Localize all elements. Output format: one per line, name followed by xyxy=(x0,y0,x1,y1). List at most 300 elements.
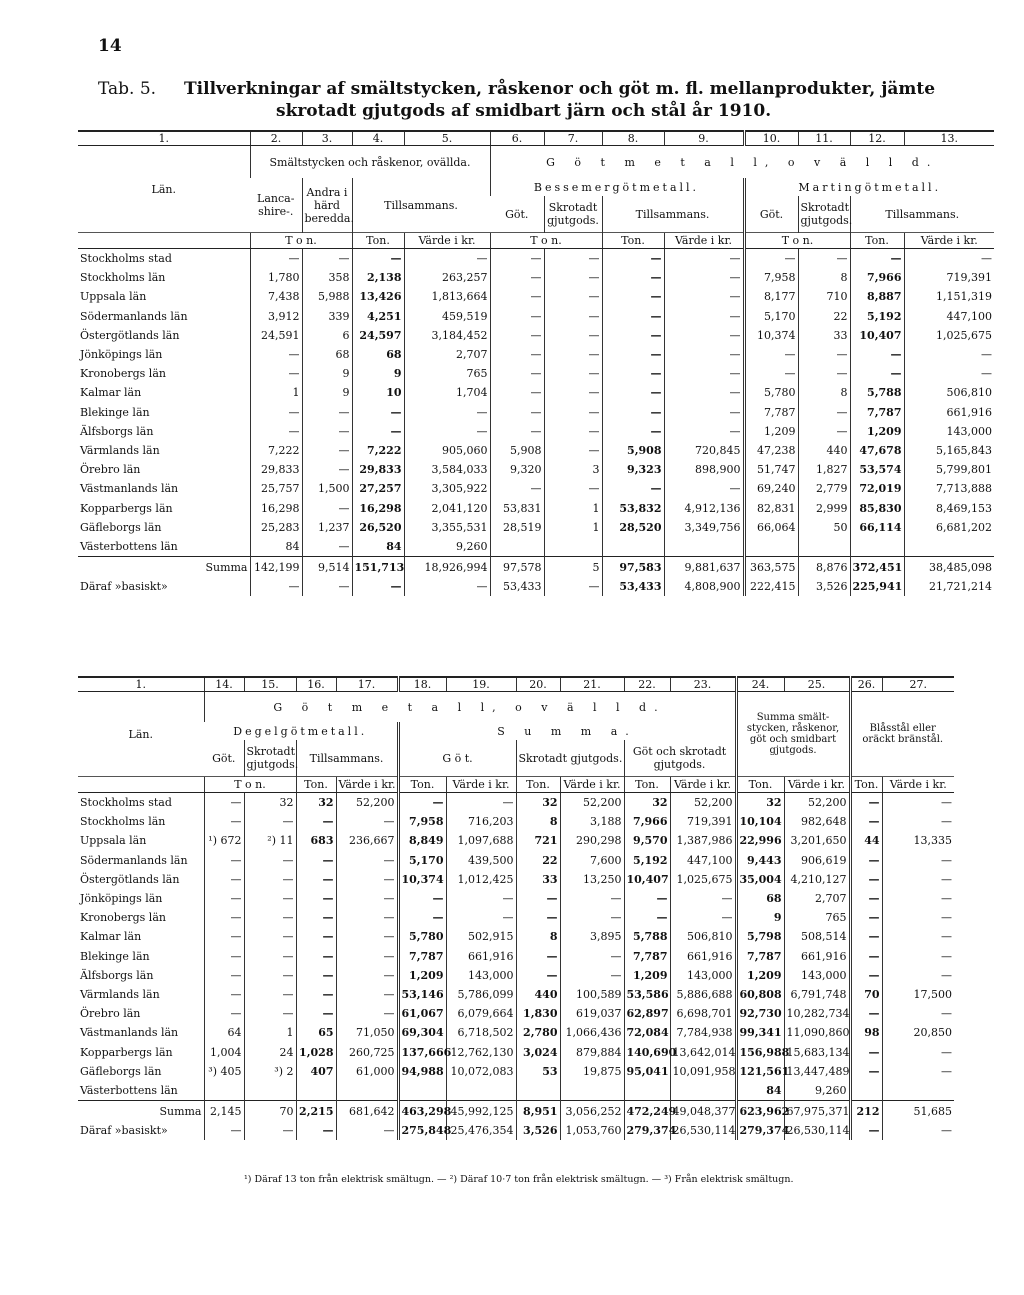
table-cell: — xyxy=(244,966,296,985)
table-row xyxy=(78,287,994,306)
table-cell: — xyxy=(664,345,744,364)
table-cell: 6 xyxy=(302,326,352,345)
table-cell: 440 xyxy=(516,985,560,1004)
table-cell: 12,762,130 xyxy=(446,1042,516,1061)
table-cell: 1 xyxy=(544,498,602,517)
column-numbers-row xyxy=(78,131,994,146)
table-cell: 85,830 xyxy=(850,498,904,517)
row-label: Uppsala län xyxy=(80,290,147,304)
table-cell: — xyxy=(296,985,336,1004)
unit-ton-single: Ton. xyxy=(736,777,784,793)
column-number: 25. xyxy=(784,677,850,692)
table-cell: — xyxy=(336,851,398,870)
table-cell xyxy=(744,537,798,557)
unit-varde: Värde i kr. xyxy=(446,777,516,793)
table-cell: 92,730 xyxy=(736,1004,784,1023)
table-cell: — xyxy=(352,422,404,441)
column-number: 8. xyxy=(602,131,664,146)
table-cell: 1,780 xyxy=(250,268,302,287)
table-row xyxy=(78,851,954,870)
table-row xyxy=(78,364,994,383)
table-cell: 28,520 xyxy=(602,518,664,537)
row-label: Summa xyxy=(78,1101,204,1122)
table-cell: — xyxy=(560,889,624,908)
table-cell: — xyxy=(296,947,336,966)
table-cell: 38,485,098 xyxy=(904,557,994,578)
table-cell: — xyxy=(850,947,882,966)
table-cell: — xyxy=(602,307,664,326)
column-number: 19. xyxy=(446,677,516,692)
column-number: 9. xyxy=(664,131,744,146)
table-cell xyxy=(204,1081,244,1101)
table-cell: 8,469,153 xyxy=(904,498,994,517)
col-got-och-skrotadt: Göt och skrotadt gjutgods. xyxy=(624,740,736,777)
table-cell: 9 xyxy=(302,383,352,402)
table-cell: 61,000 xyxy=(336,1062,398,1081)
table-cell xyxy=(490,537,544,557)
column-number: 16. xyxy=(296,677,336,692)
table-cell: 906,619 xyxy=(784,851,850,870)
table-row xyxy=(78,577,994,596)
table-cell xyxy=(670,1081,736,1101)
table-cell: 84 xyxy=(250,537,302,557)
table-cell: 16,298 xyxy=(352,498,404,517)
table-cell: — xyxy=(490,307,544,326)
table-cell: — xyxy=(490,403,544,422)
table-cell: — xyxy=(204,851,244,870)
column-number: 5. xyxy=(404,131,490,146)
table-cell: 16,298 xyxy=(250,498,302,517)
unit-varde: Värde i kr. xyxy=(784,777,850,793)
table-cell: 661,916 xyxy=(670,947,736,966)
table-cell: 1,209 xyxy=(736,966,784,985)
table-cell: 661,916 xyxy=(904,403,994,422)
table-cell: — xyxy=(904,364,994,383)
table-row xyxy=(78,557,994,578)
table-cell: 508,514 xyxy=(784,927,850,946)
table-cell: 10 xyxy=(352,383,404,402)
table-cell: 8,951 xyxy=(516,1101,560,1122)
column-number: 22. xyxy=(624,677,670,692)
table-cell: 24 xyxy=(244,1042,296,1061)
table-cell: 32 xyxy=(296,793,336,813)
table-cell: 1 xyxy=(250,383,302,402)
table-cell: 898,900 xyxy=(664,460,744,479)
table-cell: 7,966 xyxy=(624,812,670,831)
table-cell: — xyxy=(204,793,244,813)
header-summa-smaltstycken: Summa smält-stycken, råskenor, göt och smidbart gjutgods. xyxy=(736,692,850,777)
table-cell: — xyxy=(446,908,516,927)
table-cell: — xyxy=(244,889,296,908)
table-cell: 5,988 xyxy=(302,287,352,306)
table-cell: — xyxy=(882,966,954,985)
table-cell: 7,787 xyxy=(624,947,670,966)
table-cell: 447,100 xyxy=(904,307,994,326)
table-cell: 65 xyxy=(296,1023,336,1042)
table-cell: 3,912 xyxy=(250,307,302,326)
table-cell: 3,184,452 xyxy=(404,326,490,345)
table-cell: 94,988 xyxy=(398,1062,446,1081)
table-cell: 1,151,319 xyxy=(904,287,994,306)
column-number: 17. xyxy=(336,677,398,692)
row-label: Västmanlands län xyxy=(80,1026,179,1040)
table-cell: 619,037 xyxy=(560,1004,624,1023)
table-cell: 1,012,425 xyxy=(446,870,516,889)
table-cell: — xyxy=(302,460,352,479)
table-cell: — xyxy=(882,1121,954,1140)
table-cell: 66,064 xyxy=(744,518,798,537)
row-label: Stockholms stad xyxy=(80,796,172,810)
table-cell: 60,808 xyxy=(736,985,784,1004)
table-cell: 506,810 xyxy=(670,927,736,946)
table-cell: 22 xyxy=(516,851,560,870)
table-cell: 7,438 xyxy=(250,287,302,306)
table-cell: 156,988 xyxy=(736,1042,784,1061)
table-cell: 62,897 xyxy=(624,1004,670,1023)
table-cell: 84 xyxy=(736,1081,784,1101)
table-cell: 5,786,099 xyxy=(446,985,516,1004)
row-label: Blekinge län xyxy=(80,405,150,419)
col-skrotadt-martin: Skrotadt gjutgods. xyxy=(798,196,850,233)
table-cell: 8 xyxy=(516,812,560,831)
table-cell: 5,788 xyxy=(850,383,904,402)
table-cell: 70 xyxy=(244,1101,296,1122)
row-label: Gäfleborgs län xyxy=(80,1064,162,1078)
table-cell: 1,704 xyxy=(404,383,490,402)
table-row xyxy=(78,1004,954,1023)
table-cell: — xyxy=(302,249,352,269)
table-cell: 9,514 xyxy=(302,557,352,578)
table-cell: — xyxy=(244,1121,296,1140)
table-cell: — xyxy=(204,927,244,946)
table-cell: 3,024 xyxy=(516,1042,560,1061)
column-number: 18. xyxy=(398,677,446,692)
table-cell: — xyxy=(544,403,602,422)
table-cell: — xyxy=(544,287,602,306)
unit-varde: Värde i kr. xyxy=(560,777,624,793)
table-cell: 64 xyxy=(204,1023,244,1042)
table-cell: — xyxy=(882,889,954,908)
table-cell: 5 xyxy=(544,557,602,578)
table-cell: 143,000 xyxy=(670,966,736,985)
unit-varde: Värde i kr. xyxy=(670,777,736,793)
table-cell: 51,685 xyxy=(882,1101,954,1122)
table-cell: 459,519 xyxy=(404,307,490,326)
header-bessemer: Bessemergötmetall. xyxy=(490,178,744,196)
unit-ton: T o n. xyxy=(744,233,850,249)
table-cell: 69,240 xyxy=(744,479,798,498)
column-number: 4. xyxy=(352,131,404,146)
table-cell: 142,199 xyxy=(250,557,302,578)
table-cell: 623,962 xyxy=(736,1101,784,1122)
table-cell: — xyxy=(352,249,404,269)
table-cell: — xyxy=(798,364,850,383)
footnote: ¹) Däraf 13 ton från elektrisk smältugn. — ²) Däraf 10·7 ton från elektrisk smältugn. — ³) Från elektrisk smältugn. xyxy=(244,1174,794,1185)
table-cell: 8 xyxy=(798,383,850,402)
table-cell: 5,780 xyxy=(398,927,446,946)
table-cell: 7,958 xyxy=(744,268,798,287)
table-row xyxy=(78,307,994,326)
table-cell: — xyxy=(336,927,398,946)
table-cell: — xyxy=(798,422,850,441)
table-cell: — xyxy=(544,364,602,383)
table-cell: 3,584,033 xyxy=(404,460,490,479)
table-cell: 472,249 xyxy=(624,1101,670,1122)
table-cell: — xyxy=(302,441,352,460)
table-cell: — xyxy=(664,364,744,383)
table-row xyxy=(78,345,994,364)
row-label: Värmlands län xyxy=(80,987,160,1001)
table-cell: — xyxy=(244,812,296,831)
table-cell: 1,025,675 xyxy=(670,870,736,889)
header-gotmetall: G ö t m e t a l l, o v ä l l d. xyxy=(490,146,994,179)
table-cell: 67,975,371 xyxy=(784,1101,850,1122)
table-cell: — xyxy=(336,1004,398,1023)
table-cell: 7,787 xyxy=(850,403,904,422)
column-number: 15. xyxy=(244,677,296,692)
table-cell: 33 xyxy=(798,326,850,345)
table-cell: — xyxy=(516,947,560,966)
table-cell: — xyxy=(744,249,798,269)
table-cell: — xyxy=(882,1062,954,1081)
table-cell: 32 xyxy=(736,793,784,813)
table-cell: — xyxy=(490,287,544,306)
table-cell: — xyxy=(602,422,664,441)
column-number: 21. xyxy=(560,677,624,692)
row-label: Summa xyxy=(78,557,250,578)
table-cell: — xyxy=(544,479,602,498)
table-cell: 719,391 xyxy=(670,812,736,831)
table-cell: 69,304 xyxy=(398,1023,446,1042)
table-cell: 49,048,377 xyxy=(670,1101,736,1122)
table-cell xyxy=(798,537,850,557)
header-blasstal: Blåsstål eller oräckt bränstål. xyxy=(850,692,954,777)
table-cell: 463,298 xyxy=(398,1101,446,1122)
table-cell: — xyxy=(544,422,602,441)
table-cell: — xyxy=(296,1004,336,1023)
table-cell: 290,298 xyxy=(560,831,624,850)
table-cell: — xyxy=(296,908,336,927)
row-label: Södermanlands län xyxy=(80,309,188,323)
table-cell: — xyxy=(296,966,336,985)
table-row xyxy=(78,383,994,402)
table-cell: 1,209 xyxy=(850,422,904,441)
col-skrotadt-summa: Skrotadt gjutgods. xyxy=(516,740,624,777)
table-cell: — xyxy=(850,364,904,383)
row-label: Uppsala län xyxy=(80,834,147,848)
header-degel: Degelgötmetall. xyxy=(233,724,368,738)
table-cell: 9,881,637 xyxy=(664,557,744,578)
table-cell: 22 xyxy=(798,307,850,326)
table-row xyxy=(78,479,994,498)
table-cell: — xyxy=(624,908,670,927)
table-cell: — xyxy=(404,422,490,441)
table-cell: 25,283 xyxy=(250,518,302,537)
unit-varde: Värde i kr. xyxy=(664,233,744,249)
row-label: Örebro län xyxy=(80,463,141,477)
table-cell: — xyxy=(850,927,882,946)
table-row xyxy=(78,927,954,946)
table-cell xyxy=(664,537,744,557)
table-row xyxy=(78,498,994,517)
table-cell: — xyxy=(302,403,352,422)
table-cell: 1,004 xyxy=(204,1042,244,1061)
table-cell: 8,177 xyxy=(744,287,798,306)
table-cell: — xyxy=(398,908,446,927)
table-cell: — xyxy=(296,812,336,831)
table-cell: 6,681,202 xyxy=(904,518,994,537)
unit-ton-single: Ton. xyxy=(624,777,670,793)
table-cell: 4,912,136 xyxy=(664,498,744,517)
table-cell: — xyxy=(664,287,744,306)
row-label: Kronobergs län xyxy=(80,911,166,925)
col-tillsammans-bessemer: Tillsammans. xyxy=(602,196,744,233)
table-cell: 3,349,756 xyxy=(664,518,744,537)
table-cell: — xyxy=(850,908,882,927)
table-cell: — xyxy=(664,307,744,326)
table-cell: 35,004 xyxy=(736,870,784,889)
table-cell: — xyxy=(302,498,352,517)
table-cell xyxy=(446,1081,516,1101)
column-number: 20. xyxy=(516,677,560,692)
table-cell: — xyxy=(490,326,544,345)
table-cell: — xyxy=(602,383,664,402)
table-cell: 9 xyxy=(736,908,784,927)
table-cell: — xyxy=(602,268,664,287)
table-cell: — xyxy=(302,422,352,441)
table-cell: 8 xyxy=(798,268,850,287)
header-gotmetall: G ö t m e t a l l, o v ä l l d. xyxy=(204,692,736,723)
table-cell: 3,188 xyxy=(560,812,624,831)
table-cell: — xyxy=(744,364,798,383)
table-cell: — xyxy=(850,1121,882,1140)
table-cell: 9,320 xyxy=(490,460,544,479)
table-cell: 1,387,986 xyxy=(670,831,736,850)
row-label: Jönköpings län xyxy=(80,348,163,362)
table-cell: — xyxy=(798,345,850,364)
table-cell: 225,941 xyxy=(850,577,904,596)
row-label: Västmanlands län xyxy=(80,482,179,496)
table-cell: — xyxy=(244,1004,296,1023)
unit-ton: T o n. xyxy=(250,233,352,249)
table-cell: — xyxy=(352,403,404,422)
column-number: 1. xyxy=(78,131,250,146)
table-cell: 52,200 xyxy=(336,793,398,813)
table-cell: 1,066,436 xyxy=(560,1023,624,1042)
table-cell: 97,578 xyxy=(490,557,544,578)
col-got-degel: Göt. xyxy=(212,751,236,765)
table-cell: — xyxy=(850,870,882,889)
table-cell: 275,848 xyxy=(398,1121,446,1140)
table-cell: 7,600 xyxy=(560,851,624,870)
table-cell: — xyxy=(204,908,244,927)
table-cell: 9,443 xyxy=(736,851,784,870)
row-label: Däraf »basiskt» xyxy=(80,580,168,594)
table-cell: — xyxy=(664,268,744,287)
row-label: Kalmar län xyxy=(80,386,142,400)
table-cell: 5,799,801 xyxy=(904,460,994,479)
table-cell: 51,747 xyxy=(744,460,798,479)
row-label: Gäfleborgs län xyxy=(80,520,162,534)
table-row xyxy=(78,889,954,908)
title-line-2: skrotadt gjutgods af smidbart järn och stål år 1910. xyxy=(276,101,772,121)
header-martin: Martingötmetall. xyxy=(744,178,994,196)
table-cell: 339 xyxy=(302,307,352,326)
table-cell xyxy=(516,1081,560,1101)
table-cell: — xyxy=(250,345,302,364)
column-number: 2. xyxy=(250,131,302,146)
table-cell: 2,215 xyxy=(296,1101,336,1122)
col-lan-header: Län. xyxy=(151,182,176,196)
table-cell: 53,586 xyxy=(624,985,670,1004)
table-cell: 143,000 xyxy=(446,966,516,985)
unit-varde: Värde i kr. xyxy=(336,777,398,793)
table-cell: — xyxy=(798,249,850,269)
table-cell: — xyxy=(602,249,664,269)
table-cell: 5,165,843 xyxy=(904,441,994,460)
table-cell: 2,041,120 xyxy=(404,498,490,517)
row-label: Blekinge län xyxy=(80,949,150,963)
table-cell: — xyxy=(404,577,490,596)
row-label: Stockholms län xyxy=(80,815,166,829)
table-cell: 1,500 xyxy=(302,479,352,498)
table-cell: — xyxy=(404,249,490,269)
col-andra: Andra i härd beredda. xyxy=(302,178,352,233)
table-cell: 25,757 xyxy=(250,479,302,498)
table-cell: — xyxy=(664,479,744,498)
table-cell: 71,050 xyxy=(336,1023,398,1042)
table-cell: 7,713,888 xyxy=(904,479,994,498)
table-row xyxy=(78,793,954,813)
table-cell: — xyxy=(204,966,244,985)
table-cell: — xyxy=(204,947,244,966)
table-cell: 7,787 xyxy=(736,947,784,966)
table-cell: — xyxy=(882,1042,954,1061)
table-cell: — xyxy=(560,947,624,966)
table-cell: 13,447,489 xyxy=(784,1062,850,1081)
table-row xyxy=(78,870,954,889)
table-cell: — xyxy=(250,577,302,596)
col-lancashire: Lanca-shire-. xyxy=(257,192,295,218)
table-cell: — xyxy=(490,345,544,364)
table-cell: — xyxy=(490,364,544,383)
table-cell: 143,000 xyxy=(904,422,994,441)
table-cell: — xyxy=(336,812,398,831)
col-got-summa: G ö t. xyxy=(398,740,516,777)
table-cell: 372,451 xyxy=(850,557,904,578)
header-smaltstycken: Smältstycken och råskenor, ovällda. xyxy=(250,146,490,179)
row-label: Kopparbergs län xyxy=(80,1045,173,1059)
table-cell xyxy=(398,1081,446,1101)
table-cell: — xyxy=(336,908,398,927)
page-number: 14 xyxy=(98,36,122,56)
table-cell: — xyxy=(882,812,954,831)
column-number: 10. xyxy=(744,131,798,146)
table-cell: — xyxy=(404,403,490,422)
table-cell: 53,831 xyxy=(490,498,544,517)
table-cell: 447,100 xyxy=(670,851,736,870)
title-line-1: Tillverkningar af smältstycken, råskenor och göt m. fl. mellanprodukter, jämte xyxy=(184,79,936,99)
col-got-martin: Göt. xyxy=(744,196,798,233)
table-cell: 19,875 xyxy=(560,1062,624,1081)
table-cell: — xyxy=(244,870,296,889)
table-row xyxy=(78,1081,954,1101)
table-cell: — xyxy=(336,1121,398,1140)
table-cell: — xyxy=(544,383,602,402)
table-cell: — xyxy=(336,985,398,1004)
table-row xyxy=(78,985,954,1004)
table-cell: 719,391 xyxy=(904,268,994,287)
